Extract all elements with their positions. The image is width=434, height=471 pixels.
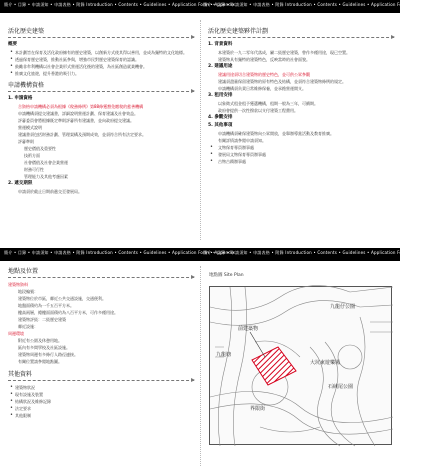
body-text: 建築物評級：二級歷史建築 <box>18 317 66 322</box>
middle-header-band <box>0 248 434 261</box>
body-text: 申請機構須負責日常維修保養，並承擔營運開支。 <box>218 86 306 91</box>
body-text: 建築物周邊有多條行人路徑連接。 <box>18 352 78 357</box>
subheading: 2. 建議用途 <box>208 64 233 69</box>
band-nav-right[interactable]: 簡介 • 目錄 • 申請須知 • 申請表格 • 附錄 Introduction • Contents • Guidelines • Application Form • Appendix <box>203 250 434 255</box>
bullet-item: • 文物保育專員辦事處 <box>208 144 394 151</box>
band-nav-left[interactable]: 簡介 • 目錄 • 申請須知 • 申請表格 • 附錄 Introduction • Contents • Guidelines • Application Form • Appendix <box>4 2 235 7</box>
map-label: 前建築物 <box>238 326 259 332</box>
body-text: 評審委員會將根據既定準則評審所有建議書，並向政府提交建議。 <box>18 118 134 123</box>
site-highlight-area <box>252 347 296 385</box>
section-divider <box>8 91 194 92</box>
body-text: 有關位置請參閱地點圖。 <box>18 359 62 364</box>
body-text: 鄰近設施： <box>18 324 38 329</box>
body-text: 建議須盡量保留建築物的原有特色及結構，並須符合建築物條例的規定。 <box>218 79 346 84</box>
bullet-item: • 建築物狀況 <box>8 384 194 391</box>
map-label: 九龍塘 <box>216 352 232 358</box>
band-nav-right[interactable]: 簡介 • 目錄 • 申請須知 • 申請表格 • 附錄 Introduction • Contents • Guidelines • Application Form • Appendix <box>203 2 434 7</box>
callout-line <box>250 332 265 357</box>
map-title: 地點圖 Site Plan <box>209 273 244 278</box>
list-item: 財務可行性 <box>24 167 44 172</box>
section-title: 地點及位置 <box>8 268 39 275</box>
list-item: 管理能力及其他考慮因素 <box>24 174 68 179</box>
bullet-item: • 現有設施及裝置 <box>8 391 194 398</box>
body-text: 本建築於一九二零年代落成，屬二級歷史建築，曾作多種用途，現已空置。 <box>218 50 350 55</box>
body-text: 營運模式說明 <box>18 125 42 130</box>
bullet-item: • 其他限制 <box>8 412 194 419</box>
body-text: 建築物位於市區，鄰近公共交通設施，交通便利。 <box>18 296 106 301</box>
highlight-heading: 周邊環境 <box>8 331 24 336</box>
bullet-item: • 鼓勵非牟利機構以社會企業形式營運活化後的建築，為社區創造就業機會。 <box>8 63 194 70</box>
body-text: 有關詳情請參閱申請須知。 <box>218 138 266 143</box>
column-divider <box>200 20 201 240</box>
bullet-item: • 結構狀況及維修記錄 <box>8 398 194 405</box>
subheading: 概要 <box>8 42 17 47</box>
highlight-text: 建議用途須切合建築物的歷史特色，並可供公眾參觀 <box>218 72 310 77</box>
map-label: 大坑東遊樂場 <box>310 360 341 366</box>
bottom-left-column <box>8 268 194 419</box>
subheading: 3. 租用安排 <box>208 93 233 98</box>
highlight-heading: 建築物資料 <box>8 282 28 287</box>
body-text: 申請機構須提交建議書，詳細說明營運計劃、保育建議及社會效益。 <box>18 111 138 116</box>
site-map <box>209 286 392 445</box>
section-divider <box>8 380 194 381</box>
top-left-column <box>8 28 194 195</box>
body-text: 建築物具有獨特的建築特色，反映當時的社會面貌。 <box>218 57 310 62</box>
section-title: 活化歷史建築 <box>8 28 45 35</box>
map-label: 界限街 <box>250 406 266 412</box>
body-text: 區內有多間學校及社區設施。 <box>18 345 70 350</box>
bullet-item: • 推廣文化旅遊，提升香港的吸引力。 <box>8 70 194 77</box>
bullet-item: • 本計劃旨在保育及活化政府擁有的歷史建築，以創新方式使其得以善用，並成為獨特的文化地標。 <box>8 49 194 56</box>
body-text: 樓高兩層，總樓面面積約為八百平方米，可作多種用途。 <box>18 310 118 315</box>
map-drawing <box>210 287 393 446</box>
top-header-band <box>0 0 434 13</box>
list-item: 社會價值及社會企業營運 <box>24 160 68 165</box>
section-title: 活化歷史建築夥伴計劃 <box>208 28 269 35</box>
list-heading: 評審準則 <box>18 139 34 144</box>
bullet-item: • 古物古蹟辦事處 <box>208 158 394 165</box>
top-right-column <box>208 28 394 165</box>
street-outlines <box>210 286 393 446</box>
body-text: 附近有公園及休憩用地。 <box>18 338 62 343</box>
subheading: 1. 申請資格 <box>8 96 33 101</box>
section-title: 其他資料 <box>8 371 33 378</box>
subheading: 4. 參觀安排 <box>208 115 233 120</box>
map-label: 九龍仔公園 <box>330 304 356 310</box>
list-item: 技術方面 <box>24 153 40 158</box>
section-title: 申請機構資格 <box>8 82 45 89</box>
column-divider <box>200 266 201 466</box>
body-text: 申請機構須確保建築物向公眾開放，並舉辦導賞活動及教育推廣。 <box>218 131 334 136</box>
highlight-text: 合資格申請機構必須為根據《稅務條例》第88條獲豁免繳稅的慈善機構 <box>18 104 144 109</box>
map-label: 石硤尾公園 <box>328 384 354 390</box>
section-divider <box>8 37 194 38</box>
bullet-item: • 透過保育歷史建築，推動社區參與，增強市民對歷史建築保育的認識。 <box>8 56 194 63</box>
subheading: 5. 其他事項 <box>208 123 233 128</box>
subheading: 1. 背景資料 <box>208 42 233 47</box>
section-divider <box>8 277 194 278</box>
band-nav-left[interactable]: 簡介 • 目錄 • 申請須知 • 申請表格 • 附錄 Introduction • Contents • Guidelines • Application Form • Appendix <box>4 250 235 255</box>
bullet-item: • 法定要求 <box>8 405 194 412</box>
body-text: 政府會提供一次性撥款以支付建築工程費用。 <box>218 108 298 113</box>
list-item: 歷史價值及重要性 <box>24 146 56 151</box>
body-text: 以象徵式租金租予獲選機構，租期一般為三年，可續期。 <box>218 101 318 106</box>
body-text: 地盤面積約為一千五百平方米。 <box>18 303 74 308</box>
body-text: 申請須於截止日期前遞交至發展局。 <box>18 189 82 194</box>
bullet-item: • 發展局文物保育專員辦事處 <box>208 151 394 158</box>
body-text: 地段編號： <box>18 289 38 294</box>
subheading: 2. 遞交期限 <box>8 181 33 186</box>
body-text: 建議書須包括財務計劃、管理架構及預期成效，並須符合所有法定要求。 <box>18 132 146 137</box>
section-divider <box>208 37 394 38</box>
